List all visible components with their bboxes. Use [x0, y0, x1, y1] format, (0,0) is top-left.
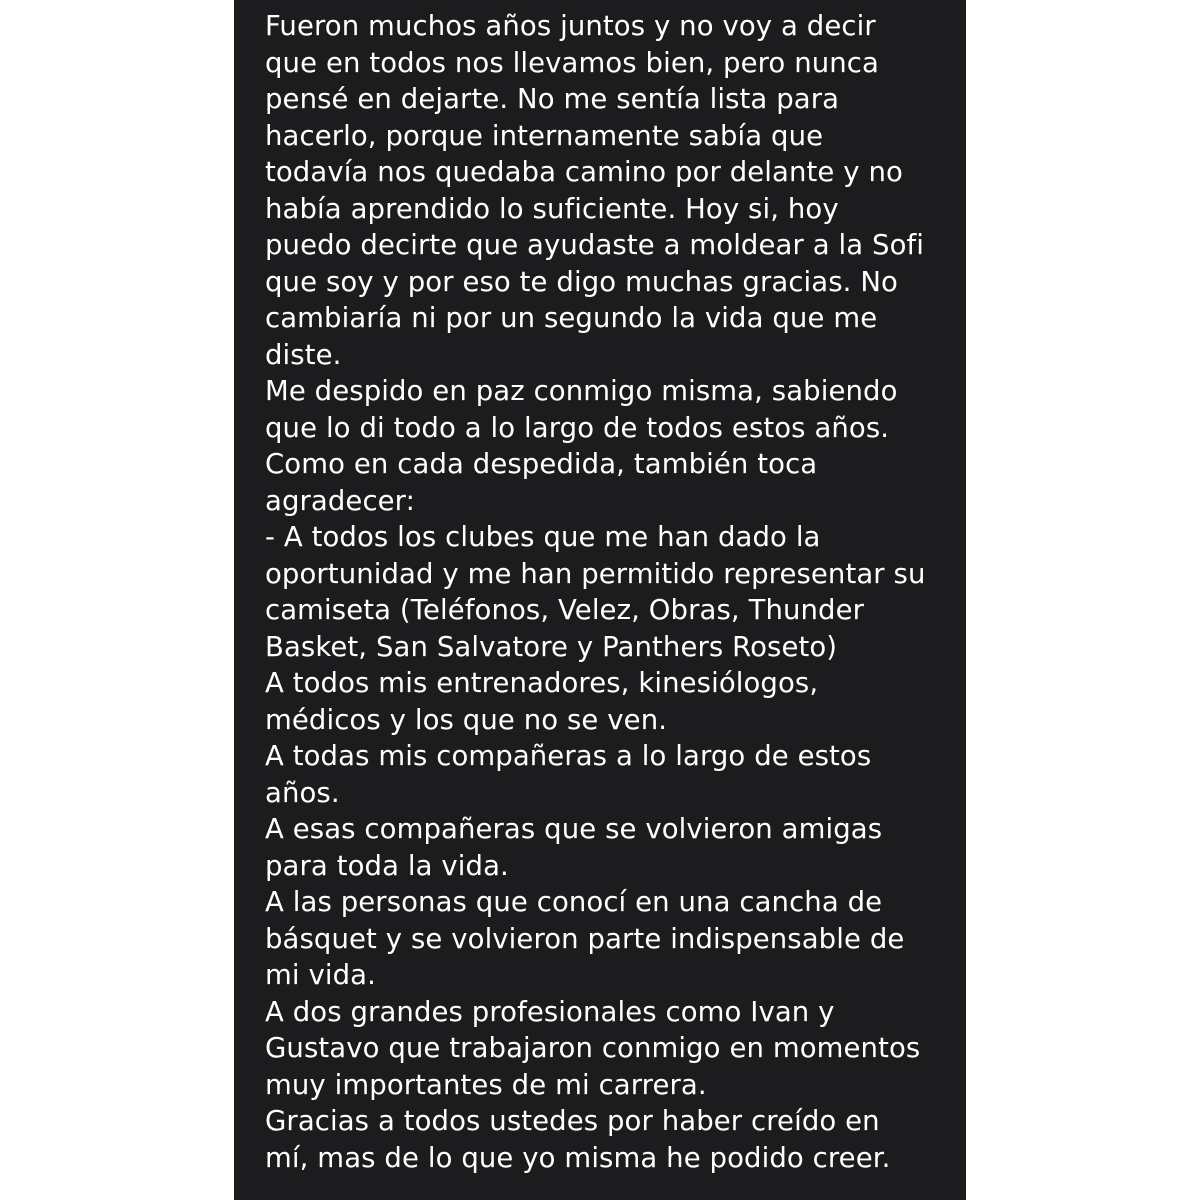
note-line: camiseta (Teléfonos, Velez, Obras, Thunder [265, 594, 865, 626]
note-line: médicos y los que no se ven. [265, 703, 668, 736]
note-line: que en todos nos llevamos bien, pero nunca [265, 46, 879, 79]
note-line: agradecer: [265, 484, 415, 517]
note-line: mí, mas de lo que yo misma he podido creer. [265, 1141, 891, 1174]
note-line: - A todos los clubes que me han dado la [265, 521, 821, 553]
note-line: Me despido en paz conmigo misma, sabiendo [265, 375, 898, 407]
note-line: había aprendido lo suficiente. Hoy si, hoy [265, 192, 839, 225]
note-line: diste. [265, 338, 342, 371]
note-line: muy importantes de mi carrera. [265, 1068, 707, 1101]
note-line: cambiaría ni por un segundo la vida que me [265, 302, 878, 334]
note-line: A las personas que conocí en una cancha de [265, 886, 883, 918]
note-line: pensé en dejarte. No me sentía lista para [265, 83, 840, 115]
note-panel [234, 0, 966, 1200]
note-line: Basket, San Salvatore y Panthers Roseto) [265, 630, 838, 663]
note-line: básquet y se volvieron parte indispensable de [265, 922, 905, 955]
note-line: puedo decirte que ayudaste a moldear a la Sofi [265, 229, 925, 261]
note-line: que soy y por eso te digo muchas gracias. No [265, 265, 898, 298]
note-line: para toda la vida. [265, 849, 509, 882]
note-line: que lo di todo a lo largo de todos estos años. [265, 411, 890, 444]
note-line: Como en cada despedida, también toca [265, 448, 818, 480]
note-line: Gustavo que trabajaron conmigo en momentos [265, 1032, 921, 1064]
note-line: Fueron muchos años juntos y no voy a decir [265, 10, 876, 42]
note-line: A dos grandes profesionales como Ivan y [265, 995, 835, 1028]
note-line: años. [265, 776, 340, 809]
note-line: hacerlo, porque internamente sabía que [265, 119, 824, 152]
note-line: A todos mis entrenadores, kinesiólogos, [265, 667, 819, 699]
note-line: A esas compañeras que se volvieron amigas [265, 813, 883, 845]
note-line: mi vida. [265, 959, 376, 991]
note-line: oportunidad y me han permitido representar su [265, 557, 926, 590]
note-line: todavía nos quedaba camino por delante y no [265, 156, 903, 188]
note-line: Gracias a todos ustedes por haber creído en [265, 1105, 880, 1137]
note-text [265, 8, 955, 1176]
note-line: A todas mis compañeras a lo largo de estos [265, 740, 872, 772]
